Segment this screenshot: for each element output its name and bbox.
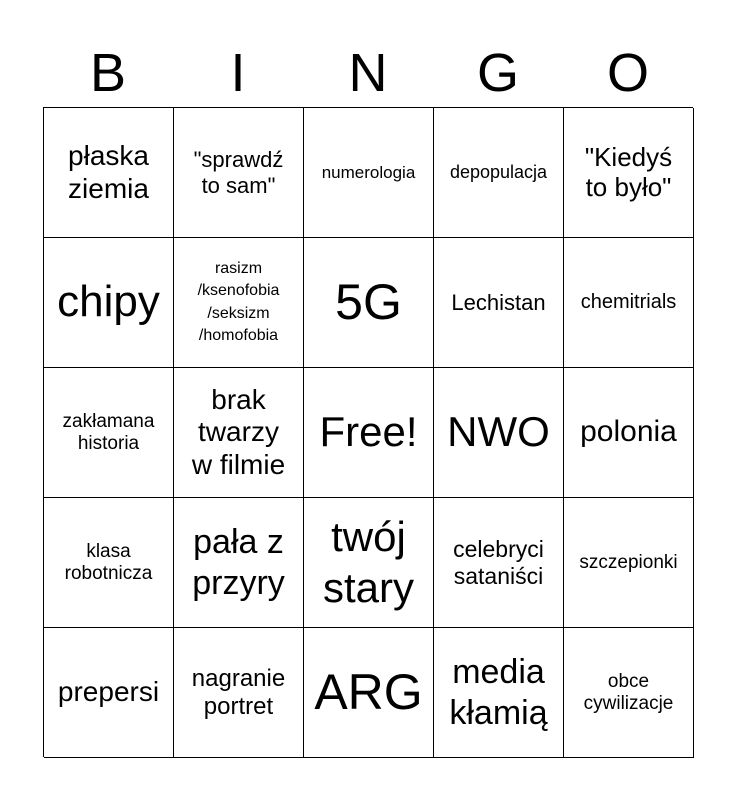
bingo-cell[interactable]: numerologia (304, 108, 434, 238)
bingo-cell[interactable]: 5G (304, 238, 434, 368)
bingo-cell[interactable]: ARG (304, 628, 434, 758)
bingo-cell[interactable]: klasa robotnicza (44, 498, 174, 628)
bingo-header (43, 38, 693, 108)
bingo-cell[interactable]: "Kiedyś to było" (564, 108, 694, 238)
bingo-cell[interactable]: rasizm /ksenofobia /seksizm /homofobia (174, 238, 304, 368)
bingo-cell[interactable]: brak twarzy w filmie (174, 368, 304, 498)
bingo-cell[interactable]: pała z przyry (174, 498, 304, 628)
header-letter-i: I (230, 43, 246, 103)
bingo-cell[interactable]: twój stary (304, 498, 434, 628)
bingo-cell[interactable]: polonia (564, 368, 694, 498)
bingo-cell[interactable]: zakłamana historia (44, 368, 174, 498)
bingo-cell[interactable]: depopulacja (434, 108, 564, 238)
bingo-card-grid (43, 107, 693, 757)
bingo-cell[interactable]: nagranie portret (174, 628, 304, 758)
header-letter-b: B (89, 43, 127, 103)
bingo-cell[interactable]: Lechistan (434, 238, 564, 368)
bingo-cell[interactable]: media kłamią (434, 628, 564, 758)
bingo-cell[interactable]: "sprawdź to sam" (174, 108, 304, 238)
header-letter-o: O (606, 43, 649, 103)
bingo-cell[interactable]: płaska ziemia (44, 108, 174, 238)
bingo-cell[interactable]: prepersi (44, 628, 174, 758)
bingo-cell[interactable]: celebryci sataniści (434, 498, 564, 628)
bingo-cell[interactable]: szczepionki (564, 498, 694, 628)
free-space-cell[interactable]: Free! (304, 368, 434, 498)
header-letter-n: N (348, 43, 388, 103)
bingo-cell[interactable]: NWO (434, 368, 564, 498)
bingo-cell[interactable]: chipy (44, 238, 174, 368)
bingo-cell[interactable]: chemitrials (564, 238, 694, 368)
bingo-cell[interactable]: obce cywilizacje (564, 628, 694, 758)
header-letter-g: G (476, 43, 519, 103)
